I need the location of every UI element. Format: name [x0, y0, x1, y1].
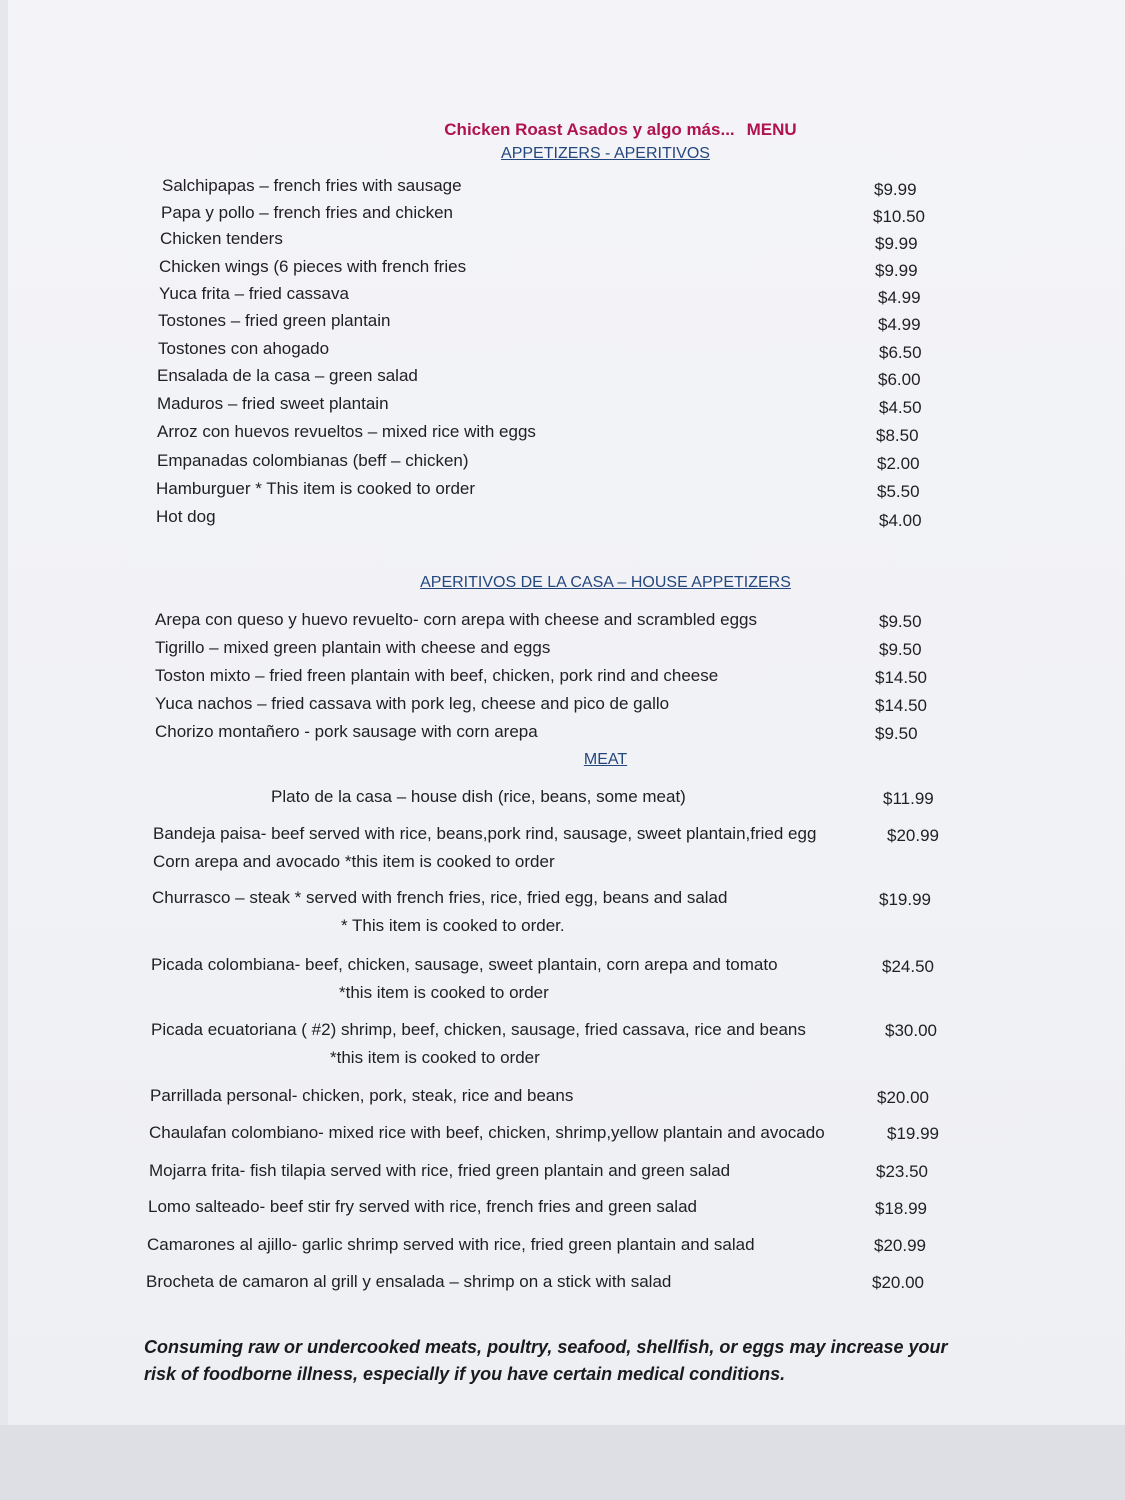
meat-price: $24.50 — [882, 957, 934, 976]
appetizer-item: Empanadas colombianas (beff – chicken) — [157, 451, 469, 470]
meat-item: Picada ecuatoriana ( #2) shrimp, beef, chicken, sausage, fried cassava, rice and beans — [151, 1020, 806, 1039]
appetizer-price: $9.99 — [875, 234, 918, 253]
appetizer-price: $4.99 — [878, 315, 921, 334]
meat-item: Plato de la casa – house dish (rice, beans, some meat) — [271, 787, 686, 806]
section-heading-house-appetizers: APERITIVOS DE LA CASA – HOUSE APPETIZERS — [420, 574, 791, 591]
appetizer-item: Hot dog — [156, 507, 216, 526]
meat-item: Camarones al ajillo- garlic shrimp served with rice, fried green plantain and salad — [147, 1235, 755, 1254]
meat-item: Churrasco – steak * served with french fries, rice, fried egg, beans and salad — [152, 888, 728, 907]
appetizer-price: $4.50 — [879, 398, 922, 417]
menu-label: MENU — [746, 120, 797, 139]
appetizer-price: $9.99 — [875, 261, 918, 280]
meat-price: $20.99 — [887, 826, 939, 845]
meat-price: $20.99 — [874, 1236, 926, 1255]
meat-item: Picada colombiana- beef, chicken, sausage, sweet plantain, corn arepa and tomato — [151, 955, 778, 974]
meat-item: Brocheta de camaron al grill y ensalada – shrimp on a stick with salad — [146, 1272, 672, 1291]
meat-item: Lomo salteado- beef stir fry served with rice, french fries and green salad — [148, 1197, 697, 1216]
meat-item-note: * This item is cooked to order. — [341, 916, 565, 935]
background-surface — [0, 1425, 1125, 1500]
restaurant-name: Chicken Roast Asados y algo más... — [444, 120, 735, 139]
house-appetizer-price: $14.50 — [875, 696, 927, 715]
section-heading-meat: MEAT — [583, 751, 628, 768]
appetizer-item: Maduros – fried sweet plantain — [157, 394, 389, 413]
house-appetizer-item: Chorizo montañero - pork sausage with corn arepa — [155, 722, 538, 741]
appetizer-price: $5.50 — [877, 482, 920, 501]
house-appetizer-price: $14.50 — [875, 668, 927, 687]
appetizer-price: $4.00 — [879, 511, 922, 530]
appetizer-price: $6.00 — [878, 370, 921, 389]
appetizer-item: Tostones con ahogado — [158, 339, 330, 358]
meat-item-note: Corn arepa and avocado *this item is cooked to order — [153, 852, 555, 871]
appetizer-price: $4.99 — [878, 288, 921, 307]
house-appetizer-item: Toston mixto – fried freen plantain with beef, chicken, pork rind and cheese — [155, 666, 719, 685]
meat-price: $19.99 — [879, 890, 931, 909]
house-appetizer-item: Arepa con queso y huevo revuelto- corn arepa with cheese and scrambled eggs — [155, 610, 757, 629]
appetizer-item: Yuca frita – fried cassava — [159, 284, 349, 303]
meat-item: Mojarra frita- fish tilapia served with rice, fried green plantain and green salad — [149, 1161, 731, 1180]
meat-price: $18.99 — [875, 1199, 927, 1218]
food-safety-notice: Consuming raw or undercooked meats, poultry, seafood, shellfish, or eggs may increase your risk of foodborne illness, especially if you have certain medical conditions. — [144, 1337, 948, 1384]
appetizer-price: $8.50 — [876, 426, 919, 445]
meat-item-note: *this item is cooked to order — [330, 1048, 540, 1067]
meat-item: Chaulafan colombiano- mixed rice with beef, chicken, shrimp,yellow plantain and avocado — [149, 1123, 825, 1142]
house-appetizer-price: $9.50 — [875, 724, 918, 743]
meat-price: $20.00 — [877, 1088, 929, 1107]
appetizer-price: $2.00 — [877, 454, 920, 473]
house-appetizer-item: Tigrillo – mixed green plantain with cheese and eggs — [155, 638, 551, 657]
meat-price: $23.50 — [876, 1162, 928, 1181]
appetizer-price: $9.99 — [874, 180, 917, 199]
meat-price: $20.00 — [872, 1273, 924, 1292]
house-appetizer-price: $9.50 — [879, 612, 922, 631]
appetizer-item: Arroz con huevos revueltos – mixed rice with eggs — [157, 422, 536, 441]
house-appetizer-price: $9.50 — [879, 640, 922, 659]
meat-price: $11.99 — [883, 789, 934, 808]
appetizer-price: $10.50 — [873, 207, 925, 226]
meat-item-note: *this item is cooked to order — [339, 983, 549, 1002]
appetizer-item: Ensalada de la casa – green salad — [157, 366, 418, 385]
appetizer-item: Papa y pollo – french fries and chicken — [161, 203, 454, 222]
appetizer-item: Chicken wings (6 pieces with french fries — [159, 257, 467, 276]
meat-item: Parrillada personal- chicken, pork, steak, rice and beans — [150, 1086, 574, 1105]
house-appetizer-item: Yuca nachos – fried cassava with pork leg, cheese and pico de gallo — [155, 694, 670, 713]
appetizer-item: Hamburguer * This item is cooked to order — [156, 479, 476, 498]
menu-page — [8, 0, 1125, 1425]
appetizer-price: $6.50 — [879, 343, 922, 362]
menu-title — [8, 120, 1125, 140]
section-heading-appetizers: APPETIZERS - APERITIVOS — [501, 145, 710, 162]
meat-item: Bandeja paisa- beef served with rice, beans,pork rind, sausage, sweet plantain,fried egg — [153, 824, 817, 843]
appetizer-item: Tostones – fried green plantain — [158, 311, 391, 330]
meat-price: $30.00 — [885, 1021, 937, 1040]
appetizer-item: Salchipapas – french fries with sausage — [162, 176, 462, 195]
meat-price: $19.99 — [887, 1124, 939, 1143]
appetizer-item: Chicken tenders — [160, 229, 283, 248]
